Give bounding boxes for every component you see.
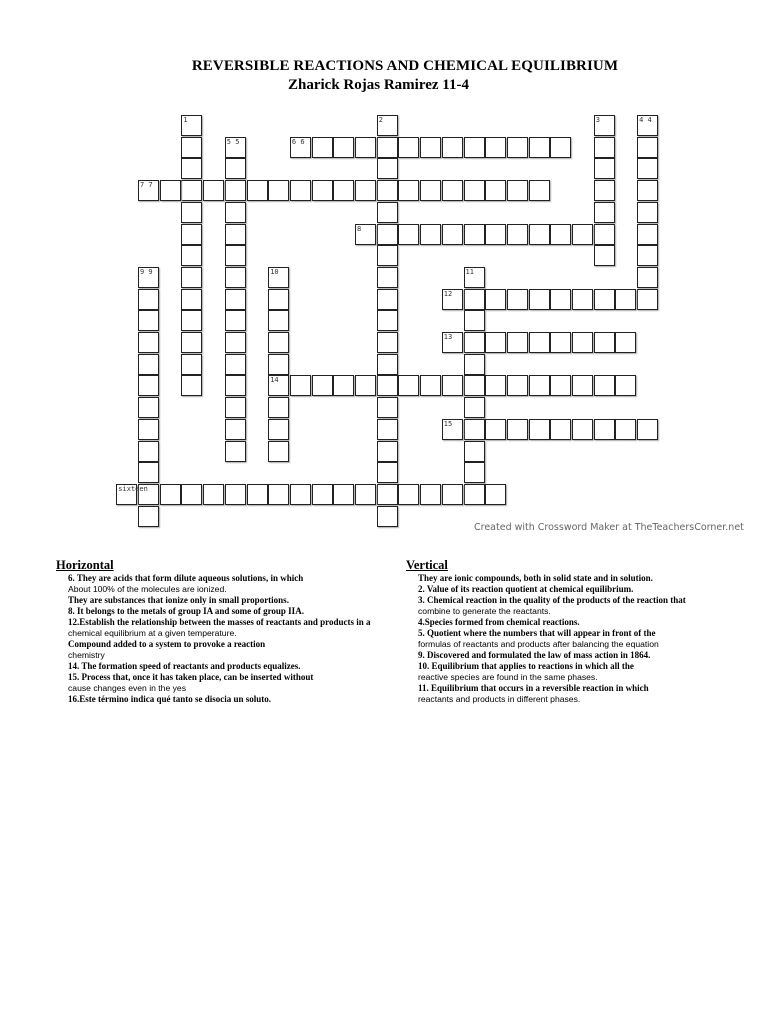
- grid-cell: [507, 289, 528, 310]
- grid-cell: [464, 310, 485, 331]
- clue-line: formulas of reactants and products after balancing the equation: [418, 639, 659, 649]
- grid-cell: [594, 224, 615, 245]
- clue-number: 5 5: [226, 137, 240, 146]
- grid-cell: [550, 332, 571, 353]
- horizontal-heading: Horizontal: [56, 558, 114, 572]
- grid-cell: [594, 375, 615, 396]
- clue-line: cause changes even in the yes: [68, 683, 187, 693]
- grid-cell: [398, 484, 419, 505]
- grid-cell: [507, 419, 528, 440]
- grid-cell: [442, 289, 463, 310]
- grid-cell: [594, 137, 615, 158]
- grid-cell: [550, 419, 571, 440]
- grid-cell: [181, 137, 202, 158]
- grid-cell: [572, 332, 593, 353]
- clue-line: reactive species are found in the same phases.: [418, 672, 598, 682]
- grid-cell: [464, 462, 485, 483]
- grid-cell: [268, 441, 289, 462]
- grid-cell: [377, 158, 398, 179]
- grid-cell: [225, 310, 246, 331]
- grid-cell: [225, 202, 246, 223]
- grid-cell: [485, 484, 506, 505]
- grid-cell: [181, 158, 202, 179]
- grid-cell: [138, 506, 159, 527]
- grid-cell: [377, 441, 398, 462]
- grid-cell: [637, 224, 658, 245]
- clue-line: 6. They are acids that form dilute aqueous solutions, in which: [68, 573, 304, 583]
- grid-cell: [594, 158, 615, 179]
- grid-cell: [507, 180, 528, 201]
- grid-cell: [529, 289, 550, 310]
- grid-cell: [312, 180, 333, 201]
- grid-cell: [485, 137, 506, 158]
- grid-cell: [377, 115, 398, 136]
- grid-cell: [203, 180, 224, 201]
- grid-cell: [181, 267, 202, 288]
- grid-cell: [268, 354, 289, 375]
- grid-cell: [615, 419, 636, 440]
- grid-cell: [138, 375, 159, 396]
- grid-cell: [268, 419, 289, 440]
- grid-cell: [268, 375, 289, 396]
- page-title: REVERSIBLE REACTIONS AND CHEMICAL EQUILIBRIUM: [191, 58, 619, 74]
- grid-cell: [225, 397, 246, 418]
- grid-cell: [377, 484, 398, 505]
- clue-number: 4 4: [639, 116, 652, 124]
- grid-cell: [420, 180, 441, 201]
- grid-cell: [550, 224, 571, 245]
- grid-cell: [377, 180, 398, 201]
- grid-cell: [507, 137, 528, 158]
- grid-cell: [615, 375, 636, 396]
- grid-cell: [138, 354, 159, 375]
- clue-line: 12.Establish the relationship between the masses of reactants and products in a: [68, 617, 371, 627]
- grid-cell: [420, 137, 441, 158]
- grid-cell: [550, 375, 571, 396]
- grid-cell: [312, 484, 333, 505]
- grid-cell: [225, 441, 246, 462]
- grid-cell: [377, 289, 398, 310]
- clue-number: 3: [595, 116, 600, 124]
- grid-cell: [138, 267, 159, 288]
- grid-cell: [225, 375, 246, 396]
- grid-cell: [312, 137, 333, 158]
- grid-cell: [572, 289, 593, 310]
- grid-cell: [138, 441, 159, 462]
- grid-cell: [290, 375, 311, 396]
- clue-number: 1: [183, 116, 188, 124]
- grid-cell: [138, 289, 159, 310]
- grid-cell: [529, 180, 550, 201]
- grid-cell: [181, 375, 202, 396]
- grid-cell: [268, 484, 289, 505]
- grid-cell: [377, 462, 398, 483]
- clue-line: 16.Este término indica qué tanto se disocia un soluto.: [68, 694, 272, 704]
- grid-cell: [637, 158, 658, 179]
- grid-cell: [420, 375, 441, 396]
- grid-cell: [181, 224, 202, 245]
- clue-line: chemical equilibrium at a given temperature.: [68, 628, 237, 638]
- grid-cell: [485, 180, 506, 201]
- clue-number: 7 7: [140, 181, 153, 190]
- grid-cell: [268, 332, 289, 353]
- clue-line: 8. It belongs to the metals of group IA and some of group IIA.: [68, 606, 304, 616]
- grid-cell: [138, 462, 159, 483]
- grid-cell: [637, 180, 658, 201]
- grid-cell: [160, 180, 181, 201]
- grid-cell: [529, 419, 550, 440]
- grid-cell: [529, 375, 550, 396]
- grid-cell: [594, 289, 615, 310]
- grid-cell: [529, 137, 550, 158]
- grid-cell: [485, 375, 506, 396]
- clue-line: reactants and products in different phases.: [418, 694, 581, 704]
- grid-cell: [594, 419, 615, 440]
- grid-cell: [181, 115, 202, 136]
- grid-cell: [637, 202, 658, 223]
- clue-number: 15: [443, 419, 453, 428]
- grid-cell: [181, 484, 202, 505]
- grid-cell: [442, 180, 463, 201]
- clue-number: 8: [357, 224, 362, 233]
- clue-line: 3. Chemical reaction in the quality of the products of the reaction that: [418, 595, 686, 605]
- grid-cell: [333, 484, 354, 505]
- grid-cell: [615, 332, 636, 353]
- grid-cell: [377, 375, 398, 396]
- grid-cell: [464, 180, 485, 201]
- clue-line: They are substances that ionize only in small proportions.: [68, 595, 289, 605]
- grid-cell: [594, 202, 615, 223]
- grid-cell: [225, 419, 246, 440]
- grid-cell: [442, 484, 463, 505]
- grid-cell: [637, 289, 658, 310]
- grid-cell: [225, 267, 246, 288]
- grid-cell: [485, 419, 506, 440]
- grid-cell: [355, 180, 376, 201]
- grid-cell: [225, 137, 246, 158]
- grid-cell: [594, 180, 615, 201]
- grid-cell: [225, 158, 246, 179]
- grid-cell: [377, 332, 398, 353]
- grid-cell: [377, 137, 398, 158]
- grid-cell: [572, 224, 593, 245]
- grid-cell: [377, 202, 398, 223]
- grid-cell: [464, 484, 485, 505]
- grid-cell: [268, 267, 289, 288]
- clue-line: 4.Species formed from chemical reactions.: [418, 617, 580, 627]
- grid-cell: [290, 137, 311, 158]
- clue-number: 2: [378, 116, 383, 124]
- grid-cell: [116, 484, 148, 505]
- grid-cell: [637, 245, 658, 266]
- grid-cell: [181, 245, 202, 266]
- clue-number: 13: [443, 333, 453, 341]
- grid-cell: [637, 115, 658, 136]
- grid-cell: [485, 224, 506, 245]
- grid-cell: [464, 441, 485, 462]
- author-line: Zharick Rojas Ramirez 11-4: [288, 77, 469, 93]
- grid-cell: [398, 137, 419, 158]
- grid-cell: [333, 180, 354, 201]
- grid-cell: [572, 375, 593, 396]
- grid-cell: [355, 224, 376, 245]
- grid-cell: [268, 397, 289, 418]
- grid-cell: [464, 224, 485, 245]
- grid-cell: [464, 397, 485, 418]
- clue-line: They are ionic compounds, both in solid state and in solution.: [418, 573, 653, 583]
- grid-cell: [420, 484, 441, 505]
- grid-cell: [637, 137, 658, 158]
- grid-cell: [398, 375, 419, 396]
- grid-cell: [138, 419, 159, 440]
- grid-cell: [181, 332, 202, 353]
- grid-cell: [312, 375, 333, 396]
- clue-number: 11: [465, 267, 474, 276]
- clue-line: 2. Value of its reaction quotient at chemical equilibrium.: [418, 584, 634, 594]
- grid-cell: [637, 419, 658, 440]
- grid-cell: [637, 267, 658, 288]
- grid-cell: [225, 180, 246, 201]
- grid-cell: [377, 419, 398, 440]
- grid-cell: [290, 484, 311, 505]
- grid-cell: [485, 332, 506, 353]
- vertical-clues: [406, 560, 686, 705]
- grid-cell: [160, 484, 181, 505]
- grid-cell: [138, 180, 159, 201]
- grid-cell: [594, 332, 615, 353]
- grid-cell: [442, 419, 463, 440]
- grid-cell: [181, 310, 202, 331]
- grid-cell: [507, 332, 528, 353]
- grid-cell: [355, 137, 376, 158]
- grid-cell: [464, 137, 485, 158]
- clue-line: 15. Process that, once it has taken place, can be inserted without: [68, 672, 314, 682]
- grid-cell: [442, 137, 463, 158]
- grid-cell: [464, 289, 485, 310]
- clue-number: 14: [270, 376, 279, 385]
- grid-cell: [181, 354, 202, 375]
- grid-cell: [377, 267, 398, 288]
- grid-cell: [464, 419, 485, 440]
- grid-cell: [181, 289, 202, 310]
- clue-number: 9 9: [140, 267, 153, 276]
- clue-number: 12: [443, 289, 453, 298]
- grid-cell: [225, 332, 246, 353]
- grid-cell: [333, 137, 354, 158]
- grid-cell: [355, 375, 376, 396]
- grid-cell: [377, 310, 398, 331]
- grid-cell: [290, 180, 311, 201]
- grid-cell: [377, 245, 398, 266]
- clue-line: 14. The formation speed of reactants and products equalizes.: [68, 661, 301, 671]
- grid-cell: [507, 224, 528, 245]
- grid-cell: [138, 310, 159, 331]
- clue-number: sixteen: [118, 484, 148, 493]
- grid-cell: [550, 289, 571, 310]
- grid-cell: [507, 375, 528, 396]
- grid-cell: [333, 375, 354, 396]
- grid-cell: [442, 224, 463, 245]
- grid-cell: [225, 245, 246, 266]
- grid-cell: [464, 332, 485, 353]
- grid-cell: [420, 224, 441, 245]
- grid-cell: [377, 354, 398, 375]
- grid-cell: [529, 224, 550, 245]
- grid-cell: [181, 202, 202, 223]
- grid-cell: [225, 224, 246, 245]
- grid-cell: [464, 267, 485, 288]
- grid-cell: [464, 354, 485, 375]
- horizontal-clues: [56, 560, 371, 705]
- grid-cell: [203, 484, 224, 505]
- grid-cell: [529, 332, 550, 353]
- grid-cell: [594, 115, 615, 136]
- clue-line: 9. Discovered and formulated the law of mass action in 1864.: [418, 650, 651, 660]
- grid-cell: [398, 224, 419, 245]
- grid-cell: [442, 375, 463, 396]
- vertical-heading: Vertical: [406, 558, 448, 572]
- grid-cell: [485, 289, 506, 310]
- clue-line: Compound added to a system to provoke a reaction: [68, 639, 266, 649]
- grid-cell: [464, 375, 485, 396]
- grid-cell: [138, 332, 159, 353]
- grid-cell: [247, 484, 268, 505]
- credit-text: Created with Crossword Maker at TheTeachersCorner.net: [474, 522, 744, 533]
- clue-line: 11. Equilibrium that occurs in a reversible reaction in which: [418, 683, 649, 693]
- grid-cell: [247, 180, 268, 201]
- grid-cell: [268, 310, 289, 331]
- grid-cell: [377, 506, 398, 527]
- grid-cell: [225, 354, 246, 375]
- clue-line: combine to generate the reactants.: [418, 606, 551, 616]
- grid-cell: [138, 397, 159, 418]
- grid-cell: [377, 224, 398, 245]
- grid-cell: [615, 289, 636, 310]
- grid-cell: [225, 484, 246, 505]
- grid-cell: [225, 289, 246, 310]
- grid-cell: [355, 484, 376, 505]
- grid-cell: [181, 180, 202, 201]
- grid-cell: [268, 289, 289, 310]
- clue-number: 6 6: [291, 137, 305, 146]
- grid-cell: [550, 137, 571, 158]
- grid-cell: [572, 419, 593, 440]
- grid-cell: [442, 332, 463, 353]
- grid-cell: [268, 180, 289, 201]
- clue-line: 5. Quotient where the numbers that will appear in front of the: [418, 628, 656, 638]
- clue-line: 10. Equilibrium that applies to reactions in which all the: [418, 661, 634, 671]
- grid-cell: [594, 245, 615, 266]
- grid-cell: [377, 397, 398, 418]
- grid-cell: [398, 180, 419, 201]
- clue-line: About 100% of the molecules are ionized.: [68, 584, 227, 594]
- clue-line: chemistry: [68, 650, 105, 660]
- clue-number: 10: [270, 267, 279, 276]
